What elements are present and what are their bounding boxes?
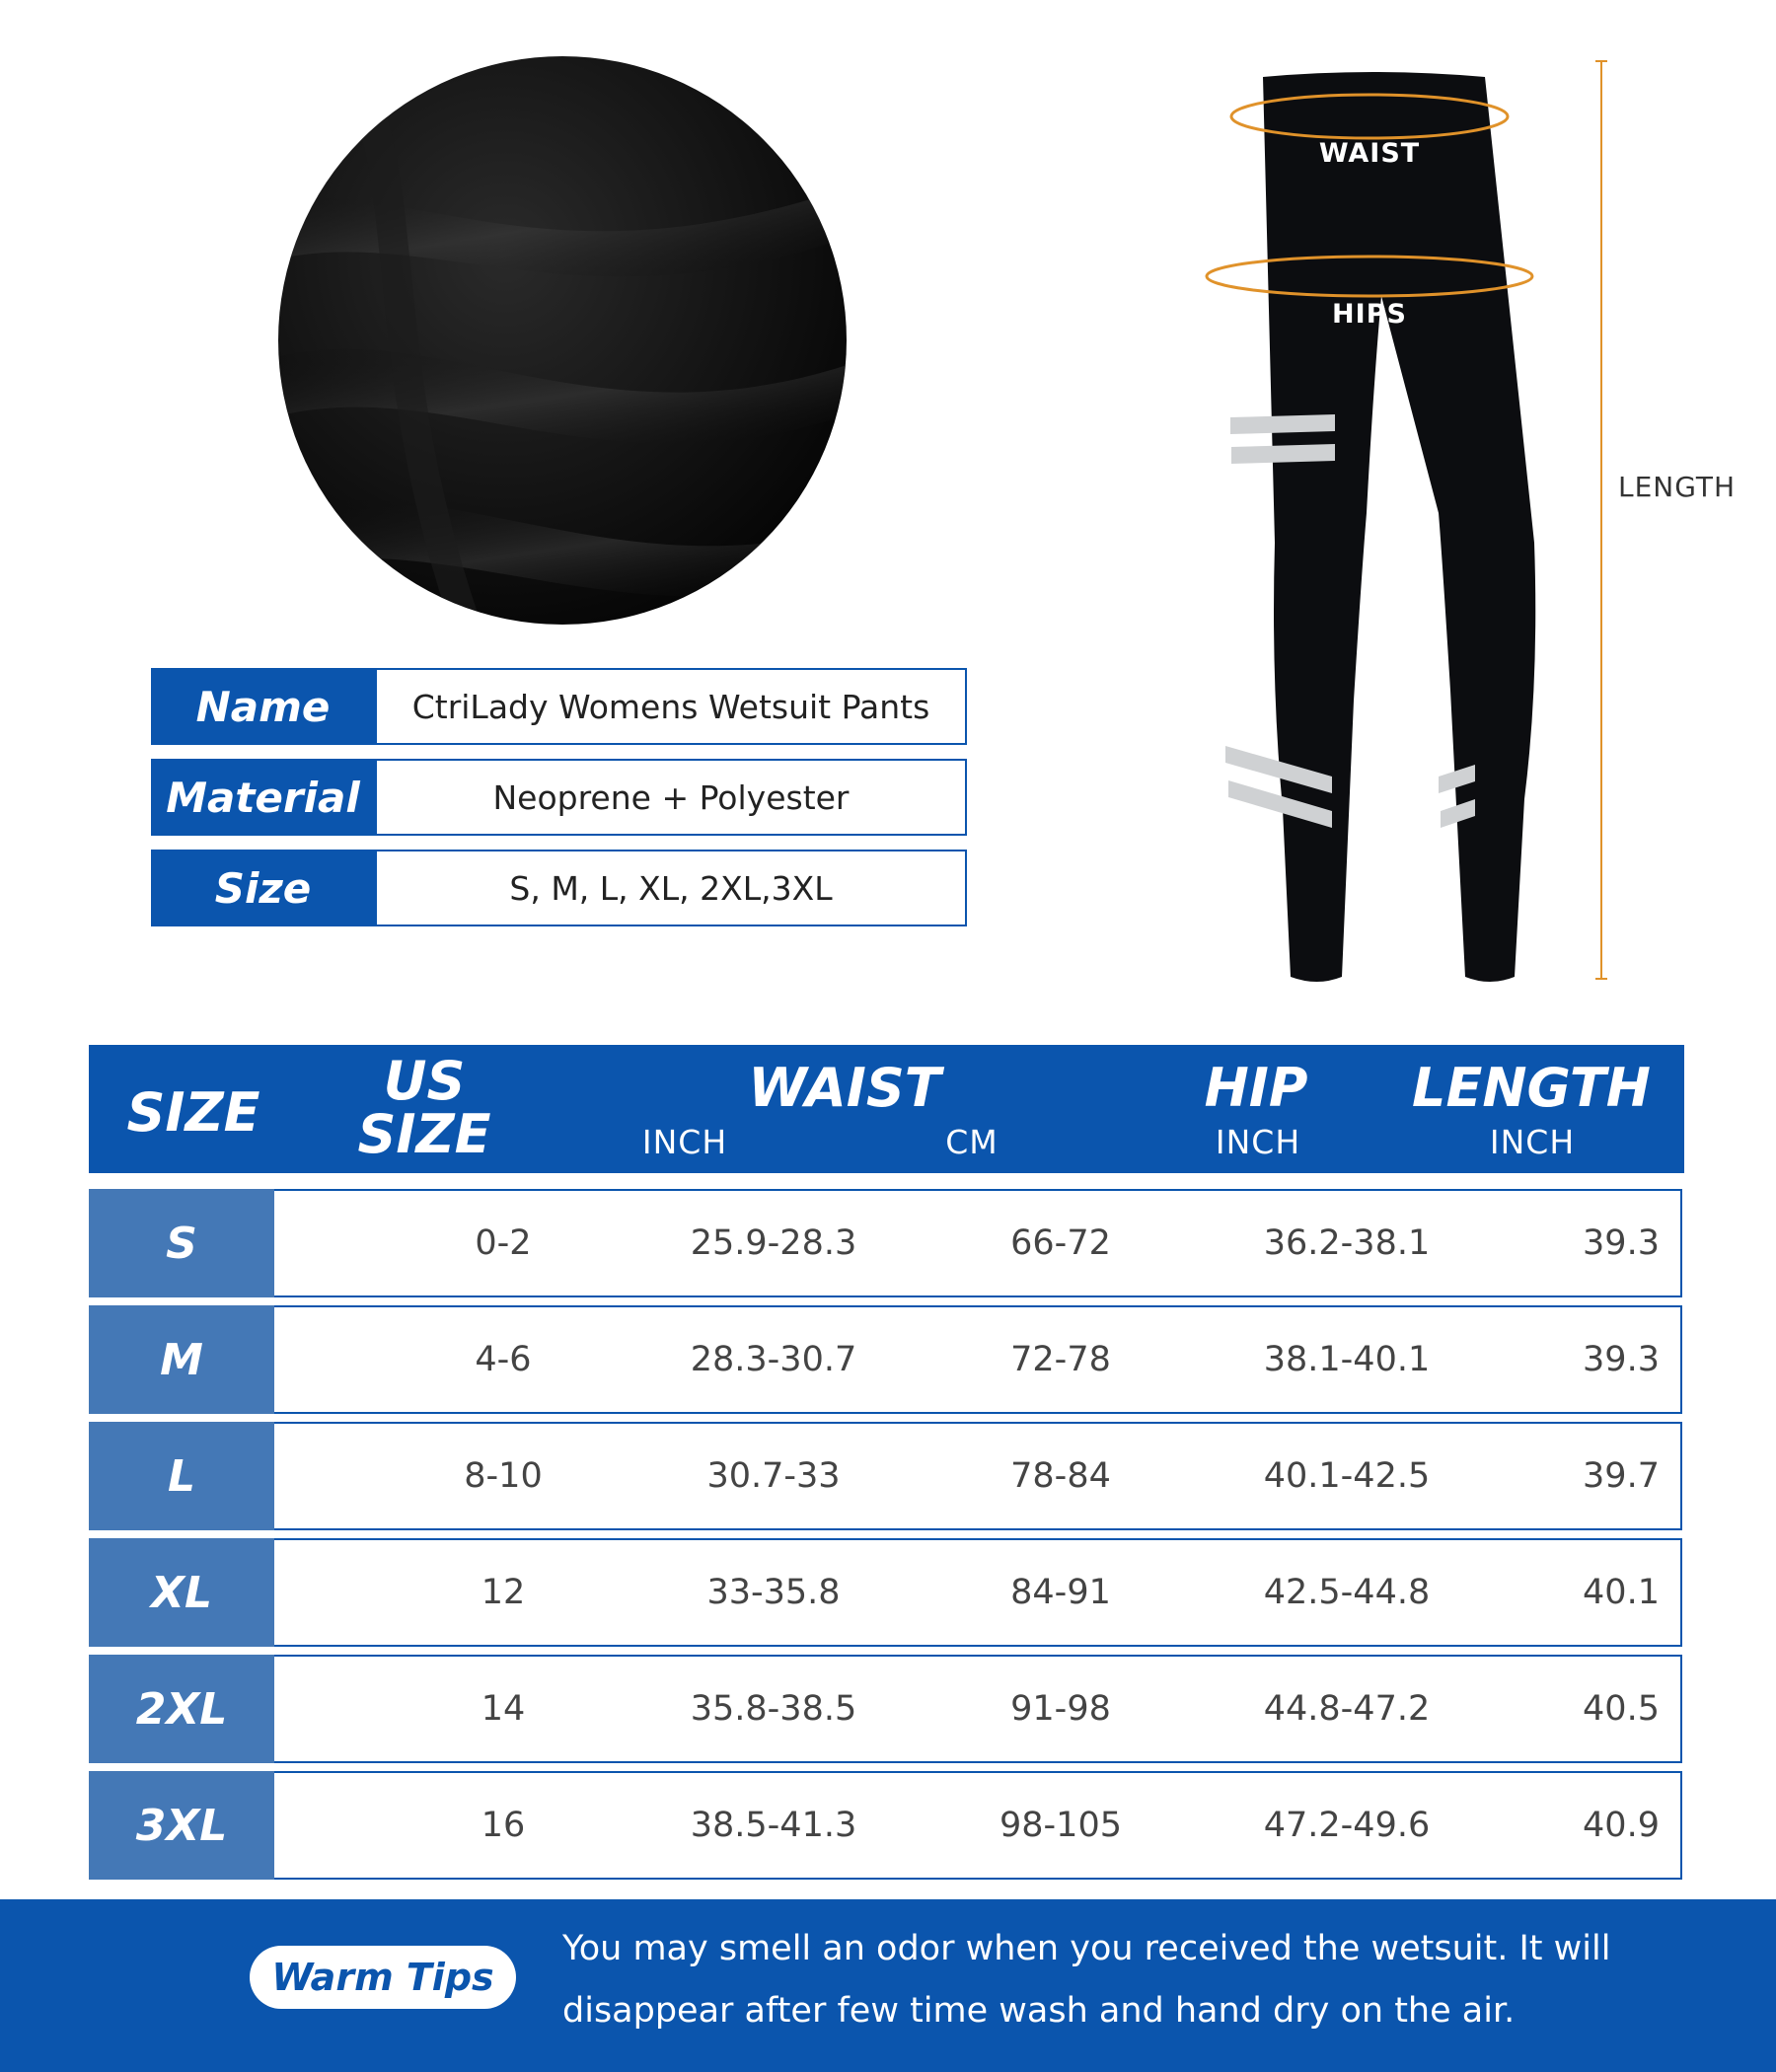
waist-inch-cell: 33-35.8 — [706, 1573, 841, 1612]
row-body — [274, 1422, 1682, 1530]
length-inch-cell: 39.3 — [1583, 1340, 1660, 1379]
info-label: Material — [151, 759, 375, 836]
row-body — [274, 1655, 1682, 1763]
reflective-stripe — [1230, 414, 1335, 434]
header-us-size-line2: SIZE — [357, 1103, 491, 1165]
info-row-size — [151, 850, 967, 926]
pants-diagram — [1184, 49, 1697, 997]
table-row — [89, 1189, 1684, 1297]
header-length-inch: INCH — [1489, 1123, 1576, 1161]
us-size-cell: 8-10 — [464, 1456, 543, 1496]
row-body — [274, 1305, 1682, 1414]
info-value: CtriLady Womens Wetsuit Pants — [375, 668, 967, 745]
waist-cm-cell: 84-91 — [1010, 1573, 1111, 1612]
header-waist: WAIST — [748, 1057, 941, 1119]
pants-shape — [1263, 72, 1535, 982]
waist-inch-cell: 30.7-33 — [706, 1456, 841, 1496]
hip-inch-cell: 40.1-42.5 — [1263, 1456, 1431, 1496]
waist-cm-cell: 91-98 — [1010, 1689, 1111, 1729]
waist-cm-cell: 98-105 — [999, 1806, 1122, 1845]
table-row — [89, 1771, 1684, 1880]
waist-inch-cell: 28.3-30.7 — [690, 1340, 857, 1379]
length-inch-cell: 40.9 — [1583, 1806, 1660, 1845]
warm-tips-text-line1: You may smell an odor when you received the wetsuit. It will — [562, 1929, 1611, 1968]
waist-inch-cell: 25.9-28.3 — [690, 1223, 857, 1263]
length-inch-cell: 40.5 — [1583, 1689, 1660, 1729]
size-cell: S — [89, 1189, 274, 1297]
table-row — [89, 1655, 1684, 1763]
length-inch-cell: 40.1 — [1583, 1573, 1660, 1612]
reflective-stripe — [1231, 444, 1335, 464]
size-cell: M — [89, 1305, 274, 1414]
info-row-name — [151, 668, 967, 745]
warm-tips-bar — [0, 1899, 1776, 2072]
waist-cm-cell: 66-72 — [1010, 1223, 1111, 1263]
us-size-cell: 12 — [481, 1573, 526, 1612]
waist-inch-cell: 38.5-41.3 — [690, 1806, 857, 1845]
info-label: Name — [151, 668, 375, 745]
warm-tips-badge: Warm Tips — [250, 1946, 516, 2009]
table-row — [89, 1305, 1684, 1414]
header-us-size-line1: US — [383, 1050, 466, 1112]
size-cell: 2XL — [89, 1655, 274, 1763]
waist-label: WAIST — [1318, 138, 1421, 169]
size-cell: XL — [89, 1538, 274, 1647]
hip-inch-cell: 38.1-40.1 — [1263, 1340, 1431, 1379]
waist-cm-cell: 72-78 — [1010, 1340, 1111, 1379]
row-body — [274, 1189, 1682, 1297]
us-size-cell: 14 — [481, 1689, 526, 1729]
info-label: Size — [151, 850, 375, 926]
size-cell: 3XL — [89, 1771, 274, 1880]
header-size: SIZE — [126, 1081, 260, 1144]
hip-inch-cell: 42.5-44.8 — [1263, 1573, 1431, 1612]
header-length: LENGTH — [1412, 1057, 1651, 1119]
hips-label: HIPS — [1332, 299, 1407, 330]
info-value: S, M, L, XL, 2XL,3XL — [375, 850, 967, 926]
hip-inch-cell: 36.2-38.1 — [1263, 1223, 1431, 1263]
row-body — [274, 1771, 1682, 1880]
size-chart-header — [89, 1045, 1684, 1173]
fabric-swatch-image — [276, 54, 849, 627]
warm-tips-text-line2: disappear after few time wash and hand dry on the air. — [562, 1991, 1516, 2031]
us-size-cell: 4-6 — [475, 1340, 532, 1379]
us-size-cell: 16 — [481, 1806, 526, 1845]
header-waist-cm: CM — [945, 1123, 999, 1161]
length-label: LENGTH — [1618, 471, 1737, 503]
us-size-cell: 0-2 — [475, 1223, 532, 1263]
header-hip-inch: INCH — [1215, 1123, 1301, 1161]
length-inch-cell: 39.3 — [1583, 1223, 1660, 1263]
waist-cm-cell: 78-84 — [1010, 1456, 1111, 1496]
info-value: Neoprene + Polyester — [375, 759, 967, 836]
hip-inch-cell: 47.2-49.6 — [1263, 1806, 1431, 1845]
hip-inch-cell: 44.8-47.2 — [1263, 1689, 1431, 1729]
header-hip: HIP — [1204, 1057, 1308, 1119]
row-body — [274, 1538, 1682, 1647]
header-waist-inch: INCH — [641, 1123, 728, 1161]
table-row — [89, 1538, 1684, 1647]
waist-inch-cell: 35.8-38.5 — [690, 1689, 857, 1729]
size-cell: L — [89, 1422, 274, 1530]
length-inch-cell: 39.7 — [1583, 1456, 1660, 1496]
info-row-material — [151, 759, 967, 836]
table-row — [89, 1422, 1684, 1530]
